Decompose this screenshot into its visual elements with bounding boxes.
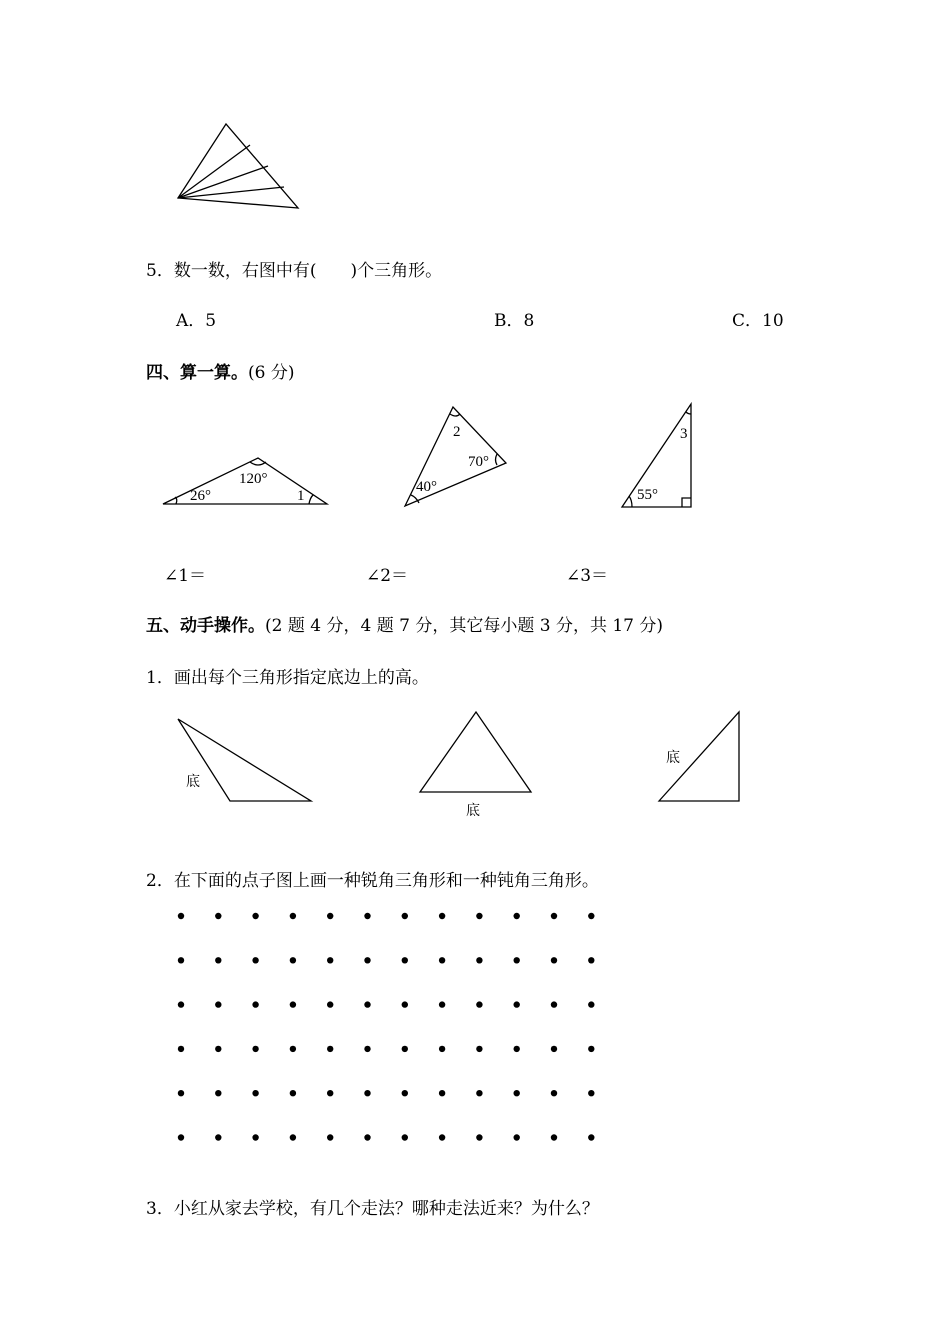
- grid-dot[interactable]: [178, 1090, 184, 1096]
- grid-dot[interactable]: [588, 1001, 594, 1007]
- grid-dot[interactable]: [215, 913, 221, 919]
- grid-dot[interactable]: [402, 1046, 408, 1052]
- grid-dot[interactable]: [551, 913, 557, 919]
- section5-title: 五、动手操作。: [146, 616, 265, 636]
- grid-dot[interactable]: [402, 913, 408, 919]
- grid-dot[interactable]: [514, 957, 520, 963]
- grid-dot[interactable]: [402, 1001, 408, 1007]
- grid-dot[interactable]: [178, 913, 184, 919]
- grid-dot[interactable]: [290, 1001, 296, 1007]
- grid-dot[interactable]: [364, 1090, 370, 1096]
- grid-dot[interactable]: [364, 957, 370, 963]
- grid-dot[interactable]: [327, 1046, 333, 1052]
- grid-dot[interactable]: [178, 1134, 184, 1140]
- grid-dot[interactable]: [327, 1090, 333, 1096]
- answer-angle-3: ∠3＝: [566, 566, 609, 586]
- grid-dot[interactable]: [514, 1001, 520, 1007]
- grid-dot[interactable]: [290, 1090, 296, 1096]
- grid-dot[interactable]: [364, 1134, 370, 1140]
- grid-dot[interactable]: [364, 1046, 370, 1052]
- grid-dot[interactable]: [178, 1046, 184, 1052]
- angle-label-70: 70°: [468, 454, 489, 470]
- grid-dot[interactable]: [588, 1134, 594, 1140]
- base-label-3: 底: [666, 750, 680, 766]
- grid-dot[interactable]: [476, 913, 482, 919]
- grid-dot[interactable]: [588, 913, 594, 919]
- grid-dot[interactable]: [439, 1134, 445, 1140]
- grid-dot[interactable]: [215, 957, 221, 963]
- grid-dot[interactable]: [476, 1134, 482, 1140]
- q5-option-c: C．10: [732, 311, 784, 331]
- grid-dot[interactable]: [252, 913, 258, 919]
- grid-dot[interactable]: [551, 1001, 557, 1007]
- grid-dot[interactable]: [252, 1046, 258, 1052]
- grid-dot[interactable]: [551, 957, 557, 963]
- grid-dot[interactable]: [514, 913, 520, 919]
- q5-question: 5．数一数，右图中有( )个三角形。: [146, 261, 443, 281]
- grid-dot[interactable]: [327, 1001, 333, 1007]
- grid-dot[interactable]: [364, 913, 370, 919]
- grid-dot[interactable]: [476, 957, 482, 963]
- grid-dot[interactable]: [476, 1046, 482, 1052]
- grid-dot[interactable]: [327, 957, 333, 963]
- section5-q3: 3．小红从家去学校，有几个走法？哪种走法近来？为什么？: [146, 1199, 599, 1219]
- angle-label-2: 2: [453, 424, 461, 440]
- section4-title: 四、算一算。: [146, 363, 248, 383]
- section5-q2: 2．在下面的点子图上画一种锐角三角形和一种钝角三角形。: [146, 871, 599, 891]
- grid-dot[interactable]: [439, 913, 445, 919]
- grid-dot[interactable]: [290, 1046, 296, 1052]
- answer-angle-2: ∠2＝: [366, 566, 409, 586]
- grid-dot[interactable]: [551, 1090, 557, 1096]
- angle-label-55: 55°: [637, 487, 658, 503]
- base-label-1: 底: [186, 774, 200, 790]
- grid-dot[interactable]: [252, 1134, 258, 1140]
- section4-score: (6 分): [248, 363, 295, 383]
- section5-q1: 1．画出每个三角形指定底边上的高。: [146, 668, 429, 688]
- grid-dot[interactable]: [402, 1134, 408, 1140]
- grid-dot[interactable]: [364, 1001, 370, 1007]
- grid-dot[interactable]: [439, 957, 445, 963]
- grid-dot[interactable]: [290, 913, 296, 919]
- angle-label-40: 40°: [416, 479, 437, 495]
- angle-label-26: 26°: [190, 488, 211, 504]
- grid-dot[interactable]: [588, 1046, 594, 1052]
- grid-dot[interactable]: [439, 1001, 445, 1007]
- grid-dot[interactable]: [215, 1001, 221, 1007]
- grid-dot[interactable]: [439, 1046, 445, 1052]
- grid-dot[interactable]: [402, 1090, 408, 1096]
- grid-dot[interactable]: [252, 1001, 258, 1007]
- grid-dot[interactable]: [476, 1090, 482, 1096]
- grid-dot[interactable]: [252, 1090, 258, 1096]
- grid-dot[interactable]: [178, 957, 184, 963]
- base-label-2: 底: [466, 803, 480, 819]
- answer-angle-1: ∠1＝: [164, 566, 207, 586]
- grid-dot[interactable]: [290, 1134, 296, 1140]
- grid-dot[interactable]: [588, 1090, 594, 1096]
- q5-option-b: B．8: [494, 311, 535, 331]
- grid-dot[interactable]: [178, 1001, 184, 1007]
- grid-dot[interactable]: [215, 1046, 221, 1052]
- grid-dot[interactable]: [327, 1134, 333, 1140]
- grid-dot[interactable]: [215, 1090, 221, 1096]
- grid-dot[interactable]: [551, 1134, 557, 1140]
- section5-score: (2 题 4 分，4 题 7 分，其它每小题 3 分，共 17 分): [265, 616, 664, 636]
- grid-dot[interactable]: [290, 957, 296, 963]
- grid-dot[interactable]: [402, 957, 408, 963]
- angle-label-120: 120°: [239, 471, 268, 487]
- grid-dot[interactable]: [252, 957, 258, 963]
- q5-option-a: A．5: [176, 311, 217, 331]
- grid-dot[interactable]: [588, 957, 594, 963]
- angle-label-1: 1: [297, 488, 305, 504]
- grid-dot[interactable]: [215, 1134, 221, 1140]
- grid-dot[interactable]: [476, 1001, 482, 1007]
- grid-dot[interactable]: [514, 1090, 520, 1096]
- grid-dot[interactable]: [514, 1046, 520, 1052]
- grid-dot[interactable]: [551, 1046, 557, 1052]
- grid-dot[interactable]: [327, 913, 333, 919]
- grid-dot[interactable]: [514, 1134, 520, 1140]
- angle-label-3: 3: [680, 426, 688, 442]
- grid-dot[interactable]: [439, 1090, 445, 1096]
